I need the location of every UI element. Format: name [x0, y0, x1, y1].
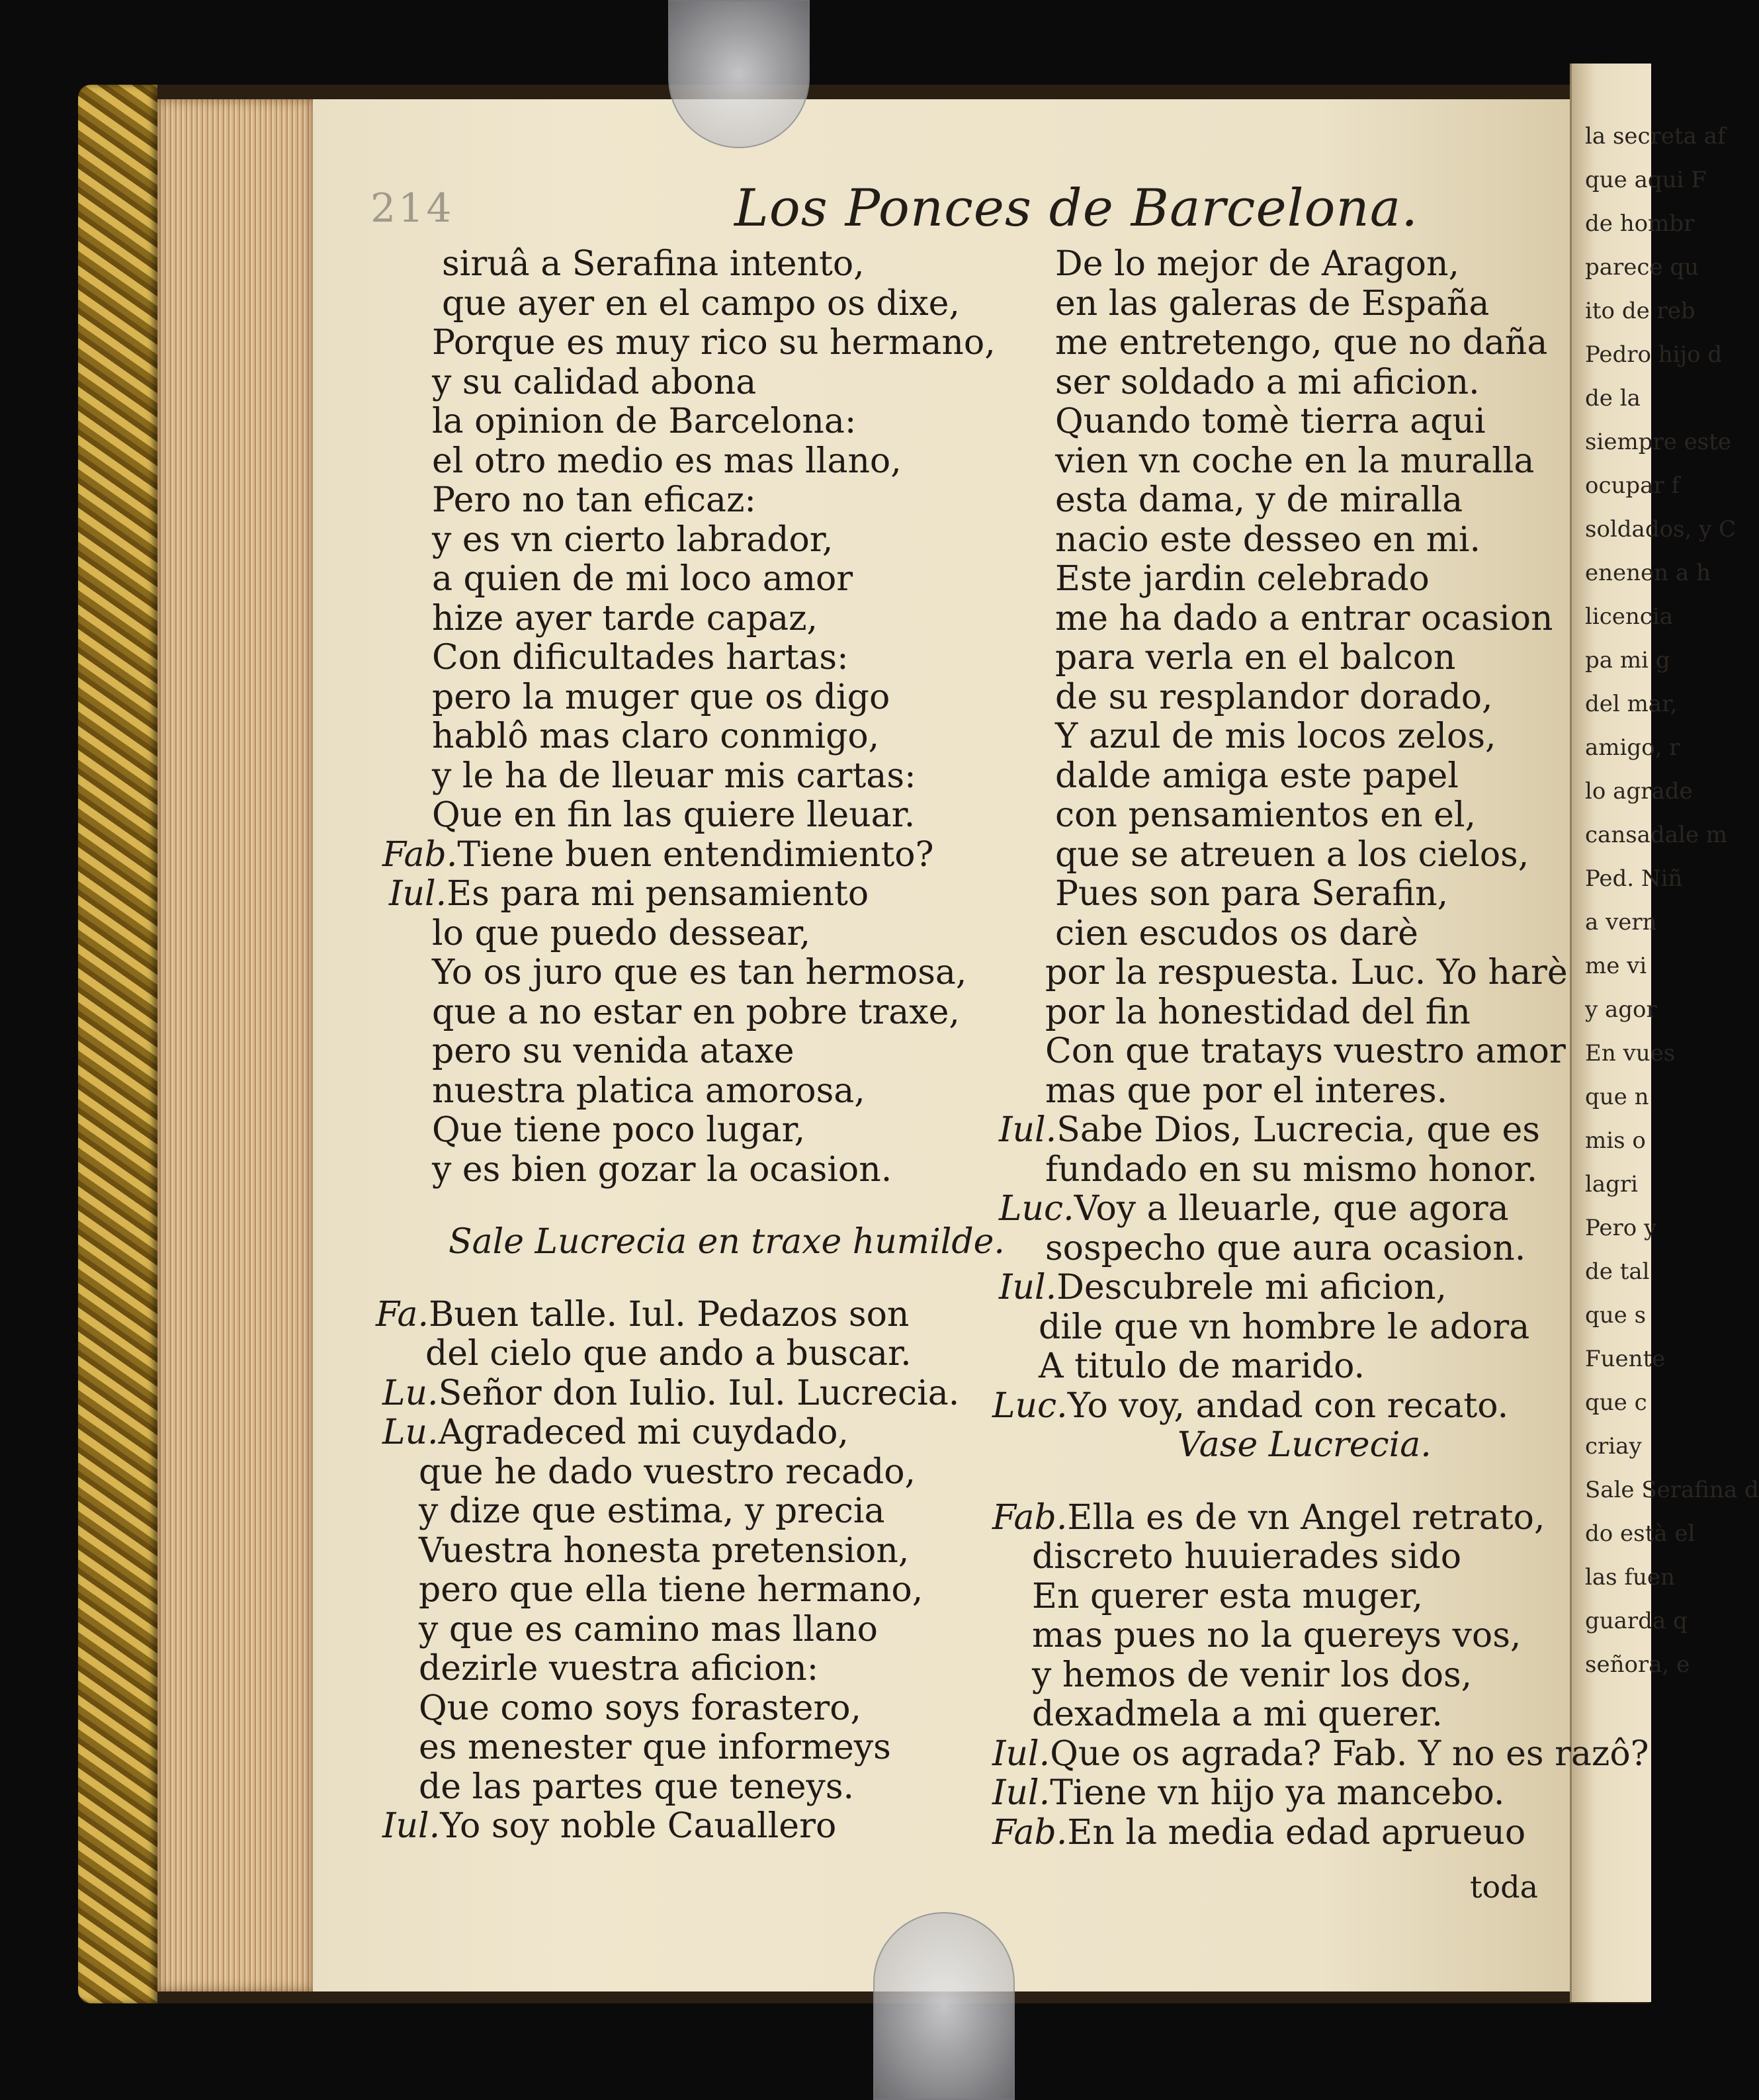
verse-line: [992, 993, 1574, 1033]
speaker-label: Fa.: [376, 1294, 429, 1334]
verse-line: [992, 1733, 1649, 1774]
verse-text: mas que por el interes.: [1045, 1071, 1448, 1111]
page-fore-edge: [157, 99, 313, 1991]
verse-text: mas pues no la quereys vos,: [1032, 1616, 1522, 1655]
verse-line: [992, 1577, 1574, 1617]
verse-text: Pero no tan eficaz:: [432, 480, 756, 520]
verse-line: [992, 717, 1574, 757]
verse-line: [992, 1695, 1574, 1735]
verse-line: [376, 599, 984, 639]
verse-text: pero su venida ataxe: [432, 1031, 794, 1071]
verse-line: [376, 796, 984, 836]
verse-text: dalde amiga este papel: [1055, 756, 1459, 796]
verse-text: me ha dado a entrar ocasion: [1055, 598, 1553, 638]
verse-line: [376, 521, 984, 560]
verse-text: y dize que estima, y precia: [419, 1491, 885, 1531]
verse-line: [376, 1151, 984, 1190]
verse-text: Vase Lucrecia.: [1178, 1425, 1432, 1465]
facing-page-fragment: las fuen: [1585, 1564, 1675, 1591]
verse-line: [376, 1295, 984, 1335]
speaker-label: Iul.: [999, 1110, 1057, 1150]
speaker-label: Luc.: [999, 1189, 1074, 1229]
verse-line: [992, 638, 1574, 678]
facing-page-fragment: lo agrade: [1585, 778, 1693, 805]
verse-text: ser soldado a mi aficion.: [1055, 362, 1480, 402]
verse-line: [376, 1532, 984, 1571]
verse-text: Con dificultades hartas:: [432, 638, 849, 678]
facing-page-fragment: Fuente: [1585, 1346, 1666, 1372]
verse-text: que ayer en el campo os dixe,: [442, 283, 960, 324]
verse-line: [376, 757, 984, 797]
verse-text: esta dama, y de miralla: [1055, 480, 1463, 520]
verse-line: [992, 442, 1574, 482]
stanza-gap: [376, 1262, 984, 1295]
facing-page-fragment: la secreta af: [1585, 123, 1726, 150]
page-number: 214: [370, 185, 454, 232]
verse-line: [992, 875, 1574, 914]
stanza-gap: [376, 1190, 984, 1223]
verse-text: sospecho que aura ocasion.: [1045, 1228, 1526, 1268]
verse-line: [376, 1032, 984, 1072]
verse-text: Con que tratays vuestro amor: [1045, 1031, 1566, 1071]
verse-text: Agradeced mi cuydado,: [438, 1413, 849, 1452]
verse-line: [376, 245, 984, 284]
verse-text: y su calidad abona: [432, 362, 757, 402]
verse-text: y que es camino mas llano: [419, 1609, 878, 1649]
verse-line: [992, 1268, 1574, 1308]
stage-direction: [992, 1426, 1574, 1466]
speaker-label: Iul.: [999, 1268, 1057, 1307]
bottom-page-clip: [873, 1912, 1015, 2100]
verse-line: [992, 1538, 1574, 1577]
verse-text: Tiene buen entendimiento?: [457, 834, 934, 875]
verse-text: pero que ella tiene hermano,: [419, 1570, 923, 1610]
speaker-label: Iul.: [382, 1806, 441, 1846]
verse-text: de las partes que teneys.: [419, 1767, 855, 1807]
verse-line: [992, 1616, 1574, 1656]
speaker-label: Iul.: [992, 1773, 1051, 1813]
verse-text: Voy a lleuarle, que agora: [1074, 1189, 1509, 1229]
facing-page-fragment: que c: [1585, 1389, 1647, 1416]
facing-page-fragment: ocupar f: [1585, 472, 1680, 499]
speaker-label: Iul.: [389, 874, 447, 914]
verse-line: [376, 442, 984, 482]
verse-line: [376, 717, 984, 757]
verse-line: [992, 402, 1574, 442]
verse-line: [376, 363, 984, 403]
verse-line: [992, 1499, 1574, 1538]
verse-text: Este jardin celebrado: [1055, 559, 1430, 599]
facing-page-fragment: que s: [1585, 1302, 1647, 1329]
verse-line: [376, 678, 984, 718]
catchword: toda: [1470, 1869, 1539, 1905]
verse-line: [376, 953, 984, 993]
verse-text: que a no estar en pobre traxe,: [432, 992, 960, 1032]
verse-text: pero la muger que os digo: [432, 677, 890, 717]
verse-text: nuestra platica amorosa,: [432, 1071, 865, 1111]
verse-line: [992, 1814, 1574, 1853]
facing-page-fragment: cansadale m: [1585, 822, 1728, 848]
verse-text: Pues son para Serafin,: [1055, 874, 1449, 914]
verse-text: Quando tomè tierra aqui: [1055, 402, 1486, 441]
facing-page-fragment: criay: [1585, 1433, 1642, 1460]
verse-text: para verla en el balcon: [1055, 638, 1456, 678]
verse-line: [992, 1347, 1574, 1387]
facing-page-fragment: pa mi g: [1585, 647, 1670, 674]
verse-text: Sabe Dios, Lucrecia, que es: [1056, 1110, 1540, 1150]
facing-page-fragment: señora, e: [1585, 1651, 1690, 1678]
facing-page-fragment: parece qu: [1585, 254, 1699, 281]
facing-page-fragment: siempre este: [1585, 429, 1731, 455]
verse-line: [376, 836, 984, 875]
verse-text: cien escudos os darè: [1055, 913, 1418, 953]
verse-text: por la honestidad del fin: [1045, 992, 1471, 1032]
facing-page-fragment: Ped. Niñ: [1585, 865, 1683, 892]
facing-page-fragment: ito de reb: [1585, 298, 1695, 324]
verse-text: Que en fin las quiere lleuar.: [432, 795, 916, 835]
facing-page-fragment: que n: [1585, 1084, 1649, 1110]
verse-line: [992, 521, 1574, 560]
verse-text: Y azul de mis locos zelos,: [1055, 717, 1496, 756]
verse-text: Tiene vn hijo ya mancebo.: [1050, 1773, 1505, 1813]
running-head: Los Ponces de Barcelona.: [734, 179, 1419, 238]
speaker-label: Iul.: [992, 1733, 1051, 1774]
verse-line: [992, 1229, 1574, 1269]
facing-page-fragment: que aqui F: [1585, 167, 1707, 193]
verse-text: de su resplandor dorado,: [1055, 677, 1493, 717]
verse-line: [376, 1492, 984, 1532]
verse-text: Es para mi pensamiento: [447, 874, 869, 914]
facing-page-fragment: de tal: [1585, 1258, 1650, 1285]
verse-line: [376, 1413, 984, 1453]
verse-line: [376, 875, 984, 914]
verse-text: En la media edad aprueuo: [1067, 1812, 1526, 1853]
verse-text: Yo os juro que es tan hermosa,: [432, 953, 967, 992]
speaker-label: Fab.: [992, 1812, 1068, 1853]
verse-text: y es bien gozar la ocasion.: [432, 1149, 892, 1190]
verse-text: En querer esta muger,: [1032, 1576, 1423, 1616]
verse-line: [376, 1072, 984, 1112]
verse-line: [376, 323, 996, 363]
verse-line: [992, 363, 1574, 403]
verse-text: nacio este desseo en mi.: [1055, 519, 1481, 560]
verse-text: discreto huuierades sido: [1032, 1537, 1462, 1577]
verse-text: dezirle vuestra aficion:: [419, 1649, 819, 1688]
verse-text: siruâ a Serafina intento,: [442, 244, 865, 284]
verse-text: vien vn coche en la muralla: [1055, 441, 1535, 481]
verse-line: [992, 757, 1574, 797]
facing-page-fragment: guarda q: [1585, 1608, 1688, 1634]
facing-page-fragment: licencia: [1585, 603, 1673, 630]
verse-line: [992, 1308, 1574, 1348]
verse-line: [992, 1111, 1574, 1151]
verse-line: [992, 1387, 1574, 1426]
facing-page-edge: [1570, 64, 1759, 2002]
verse-line: [992, 324, 1574, 363]
stage-direction: [376, 1222, 1005, 1262]
verse-line: [376, 914, 984, 954]
verse-text: con pensamientos en el,: [1055, 795, 1477, 835]
verse-text: que he dado vuestro recado,: [419, 1452, 916, 1492]
verse-text: y hemos de venir los dos,: [1032, 1655, 1473, 1695]
verse-text: lo que puedo dessear,: [432, 913, 811, 953]
facing-page-fragment: a vern: [1585, 909, 1657, 936]
verse-text: es menester que informeys: [419, 1728, 891, 1767]
verse-line: [992, 599, 1574, 639]
verse-line: [376, 1334, 984, 1374]
verse-line: [376, 1649, 984, 1689]
speaker-label: Luc.: [992, 1385, 1068, 1426]
verse-text: que se atreuen a los cielos,: [1055, 834, 1529, 875]
verse-line: [992, 1072, 1574, 1112]
verse-text: Sale Lucrecia en traxe humilde.: [449, 1222, 1005, 1262]
verse-line: [376, 1728, 984, 1768]
facing-page-fragment: me vi: [1585, 953, 1647, 979]
verse-line: [992, 836, 1574, 875]
facing-page-fragment: do està el: [1585, 1520, 1695, 1547]
verse-text: De lo mejor de Aragon,: [1055, 244, 1459, 284]
verse-line: [376, 1111, 984, 1151]
verse-text: Ella es de vn Angel retrato,: [1067, 1497, 1545, 1538]
speaker-label: Lu.: [382, 1373, 439, 1413]
facing-page-fragment: Sale Serafina d: [1585, 1477, 1759, 1503]
verse-line: [992, 1774, 1574, 1814]
verse-line: [992, 481, 1574, 521]
facing-page-fragment: soldados, y C: [1585, 516, 1737, 543]
verse-text: y le ha de lleuar mis cartas:: [432, 756, 916, 796]
speaker-label: Fab.: [382, 834, 458, 875]
verse-text: Señor don Iulio. Iul. Lucrecia.: [438, 1373, 960, 1413]
verse-line: [376, 1768, 984, 1808]
verse-text: A titulo de marido.: [1039, 1346, 1365, 1386]
verse-text: la opinion de Barcelona:: [432, 402, 857, 441]
verse-text: dile que vn hombre le adora: [1039, 1307, 1530, 1347]
facing-page-fragment: Pero y: [1585, 1215, 1657, 1241]
facing-page-fragment: de la: [1585, 385, 1641, 412]
verse-text: Buen talle. Iul. Pedazos son: [429, 1294, 910, 1334]
verse-line: [992, 678, 1574, 718]
speaker-label: Fab.: [992, 1497, 1068, 1538]
verse-line: [992, 1656, 1574, 1696]
verse-line: [992, 284, 1574, 324]
stanza-gap: [992, 1466, 1574, 1499]
verse-line: [992, 245, 1574, 284]
top-page-clip: [668, 0, 810, 148]
gilt-cover-edge: [78, 85, 157, 2003]
verse-line: [376, 1689, 984, 1729]
verse-text: Yo soy noble Cauallero: [440, 1806, 837, 1846]
verse-text: Que tiene poco lugar,: [432, 1110, 806, 1150]
verse-text: hablô mas claro conmigo,: [432, 717, 880, 756]
verse-text: fundado en su mismo honor.: [1045, 1149, 1538, 1190]
verse-text: Descubrele mi aficion,: [1056, 1268, 1447, 1307]
verse-line: [992, 560, 1574, 599]
verse-text: me entretengo, que no daña: [1055, 323, 1548, 363]
verse-line: [376, 1807, 984, 1847]
verse-line: [376, 560, 984, 599]
facing-page-fragment: Pedro hijo d: [1585, 341, 1723, 368]
verse-line: [376, 1571, 984, 1610]
verse-line: [376, 1453, 984, 1493]
verse-text: en las galeras de España: [1055, 283, 1490, 324]
verse-line: [992, 953, 1574, 993]
verse-line: [992, 1151, 1574, 1190]
verse-text: Yo voy, andad con recato.: [1067, 1385, 1509, 1426]
facing-page-fragment: del mar,: [1585, 691, 1678, 717]
verse-text: Que como soys forastero,: [419, 1688, 862, 1728]
verse-text: por la respuesta. Luc. Yo harè: [1045, 953, 1568, 992]
verse-text: Vuestra honesta pretension,: [419, 1530, 910, 1571]
verse-text: a quien de mi loco amor: [432, 559, 853, 599]
facing-page-fragment: y agor: [1585, 996, 1657, 1023]
verse-line: [376, 1374, 984, 1414]
verse-text: del cielo que ando a buscar.: [425, 1334, 912, 1374]
verse-text: el otro medio es mas llano,: [432, 441, 902, 481]
verse-line: [376, 481, 984, 521]
verse-line: [376, 1610, 984, 1650]
verse-text: hize ayer tarde capaz,: [432, 598, 818, 638]
verse-line: [376, 638, 984, 678]
verse-line: [992, 914, 1574, 954]
left-text-column: [376, 244, 1005, 1847]
verse-text: Porque es muy rico su hermano,: [432, 323, 996, 363]
verse-line: [376, 402, 984, 442]
verse-line: [376, 284, 984, 324]
facing-page-fragment: amigo, r: [1585, 734, 1680, 761]
verse-text: y es vn cierto labrador,: [432, 519, 834, 560]
verse-line: [992, 1190, 1574, 1229]
facing-page-fragment: enenen a h: [1585, 560, 1711, 586]
verse-line: [992, 1032, 1574, 1072]
facing-page-fragment: En vues: [1585, 1040, 1676, 1067]
verse-text: Que os agrada? Fab. Y no es razô?: [1050, 1733, 1649, 1774]
facing-page-fragment: lagri: [1585, 1171, 1639, 1198]
speaker-label: Lu.: [382, 1413, 439, 1452]
facing-page-fragment: mis o: [1585, 1127, 1646, 1154]
verse-text: dexadmela a mi querer.: [1032, 1694, 1443, 1734]
facing-page-fragment: de hombr: [1585, 210, 1695, 237]
verse-line: [992, 796, 1574, 836]
verse-line: [376, 993, 984, 1033]
